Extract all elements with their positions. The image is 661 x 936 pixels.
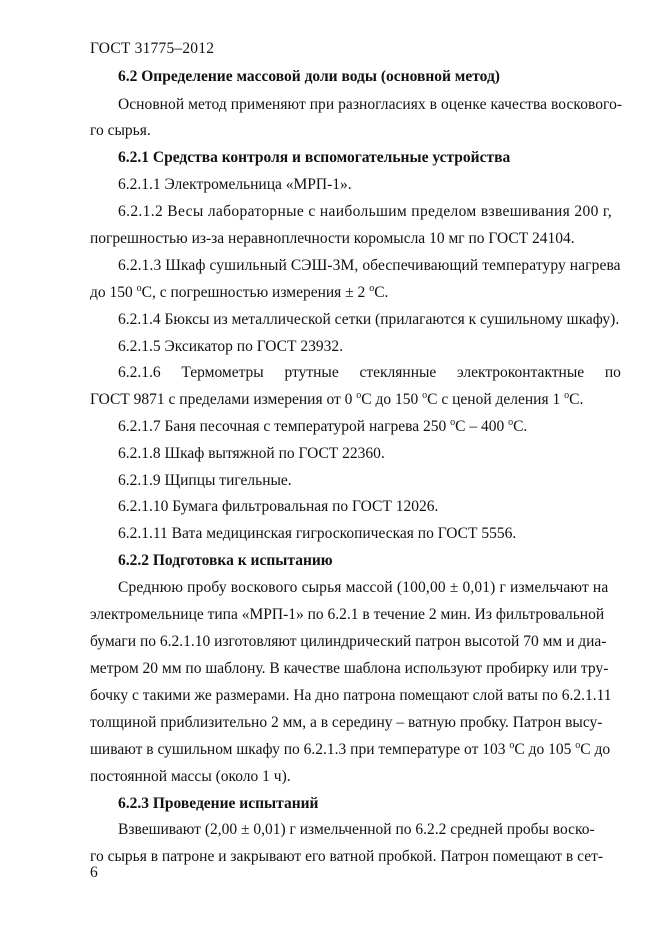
document-header: ГОСТ 31775–2012 bbox=[90, 40, 215, 57]
list-item: 6.2.1.11 Вата медицинская гигроскопическая по ГОСТ 5556. bbox=[118, 525, 517, 542]
paragraph-line: ГОСТ 9871 с пределами измерения от 0 $^o$С до 150 $^o$С с ценой деления 1 $^o$С. bbox=[90, 390, 584, 408]
list-item: 6.2.1.4 Бюксы из металлической сетки (прилагаются к сушильному шкафу). bbox=[118, 311, 620, 328]
paragraph-line: метром 20 мм по шаблону. В качестве шаблона используют пробирку или тру- bbox=[90, 660, 609, 677]
paragraph-line: постоянной массы (около 1 ч). bbox=[90, 768, 291, 785]
list-item: 6.2.1.2 Весы лабораторные с наибольшим пределом взвешивания 200 г, bbox=[118, 203, 613, 220]
paragraph-line: Взвешивают (2,00 ± 0,01) г измельченной по 6.2.2 средней пробы воско- bbox=[118, 821, 595, 838]
section-title-6-2: 6.2 Определение массовой доли воды (основной метод) bbox=[118, 68, 500, 85]
paragraph-line: Среднюю пробу воскового сырья массой (100,00 ± 0,01) г измельчают на bbox=[118, 579, 609, 596]
paragraph-line: бумаги по 6.2.1.10 изготовляют цилиндрический патрон высотой 70 мм и диа- bbox=[90, 633, 607, 650]
paragraph-line: до 150 $^o$С, с погрешностью измерения ± 2 $^o$С. bbox=[90, 283, 389, 301]
section-title-6-2-2: 6.2.2 Подготовка к испытанию bbox=[118, 552, 333, 569]
list-item-justified: 6.2.1.6 Термометры ртутные стеклянные электроконтактные по bbox=[118, 364, 621, 381]
section-title-6-2-3: 6.2.3 Проведение испытаний bbox=[118, 795, 319, 812]
list-item: 6.2.1.10 Бумага фильтровальная по ГОСТ 12026. bbox=[118, 498, 439, 515]
paragraph-line: Основной метод применяют при разногласиях в оценке качества воскового- bbox=[118, 96, 623, 113]
paragraph-line: электромельнице типа «МРП-1» по 6.2.1 в течение 2 мин. Из фильтровальной bbox=[90, 606, 605, 623]
degree-sign: o bbox=[369, 283, 375, 294]
page-number: 6 bbox=[90, 864, 98, 881]
paragraph-line: погрешностью из-за неравноплечности коромысла 10 мг по ГОСТ 24104. bbox=[90, 230, 575, 247]
section-title-6-2-1: 6.2.1 Средства контроля и вспомогательные устройства bbox=[118, 149, 511, 166]
paragraph-line: го сырья в патроне и закрывают его ватной пробкой. Патрон помещают в сет- bbox=[90, 848, 604, 865]
list-item: 6.2.1.7 Баня песочная с температурой нагрева 250 $^o$С – 400 $^o$С. bbox=[118, 417, 528, 435]
list-item: 6.2.1.5 Эксикатор по ГОСТ 23932. bbox=[118, 338, 343, 355]
paragraph-line: толщиной приблизительно 2 мм, а в середину – ватную пробку. Патрон высу- bbox=[90, 714, 603, 731]
paragraph-line: шивают в сушильном шкафу по 6.2.1.3 при температуре от 103 $^o$С до 105 $^o$С до bbox=[90, 740, 611, 758]
list-item: 6.2.1.3 Шкаф сушильный СЭШ-3М, обеспечивающий температуру нагрева bbox=[118, 257, 621, 274]
list-item: 6.2.1.8 Шкаф вытяжной по ГОСТ 22360. bbox=[118, 445, 385, 462]
paragraph-line: бочку с такими же размерами. На дно патрона помещают слой ваты по 6.2.1.11 bbox=[90, 687, 612, 704]
list-item: 6.2.1.9 Щипцы тигельные. bbox=[118, 472, 292, 489]
list-item: 6.2.1.1 Электромельница «МРП-1». bbox=[118, 176, 352, 193]
paragraph-line: го сырья. bbox=[90, 122, 151, 139]
degree-sign: o bbox=[136, 283, 142, 294]
